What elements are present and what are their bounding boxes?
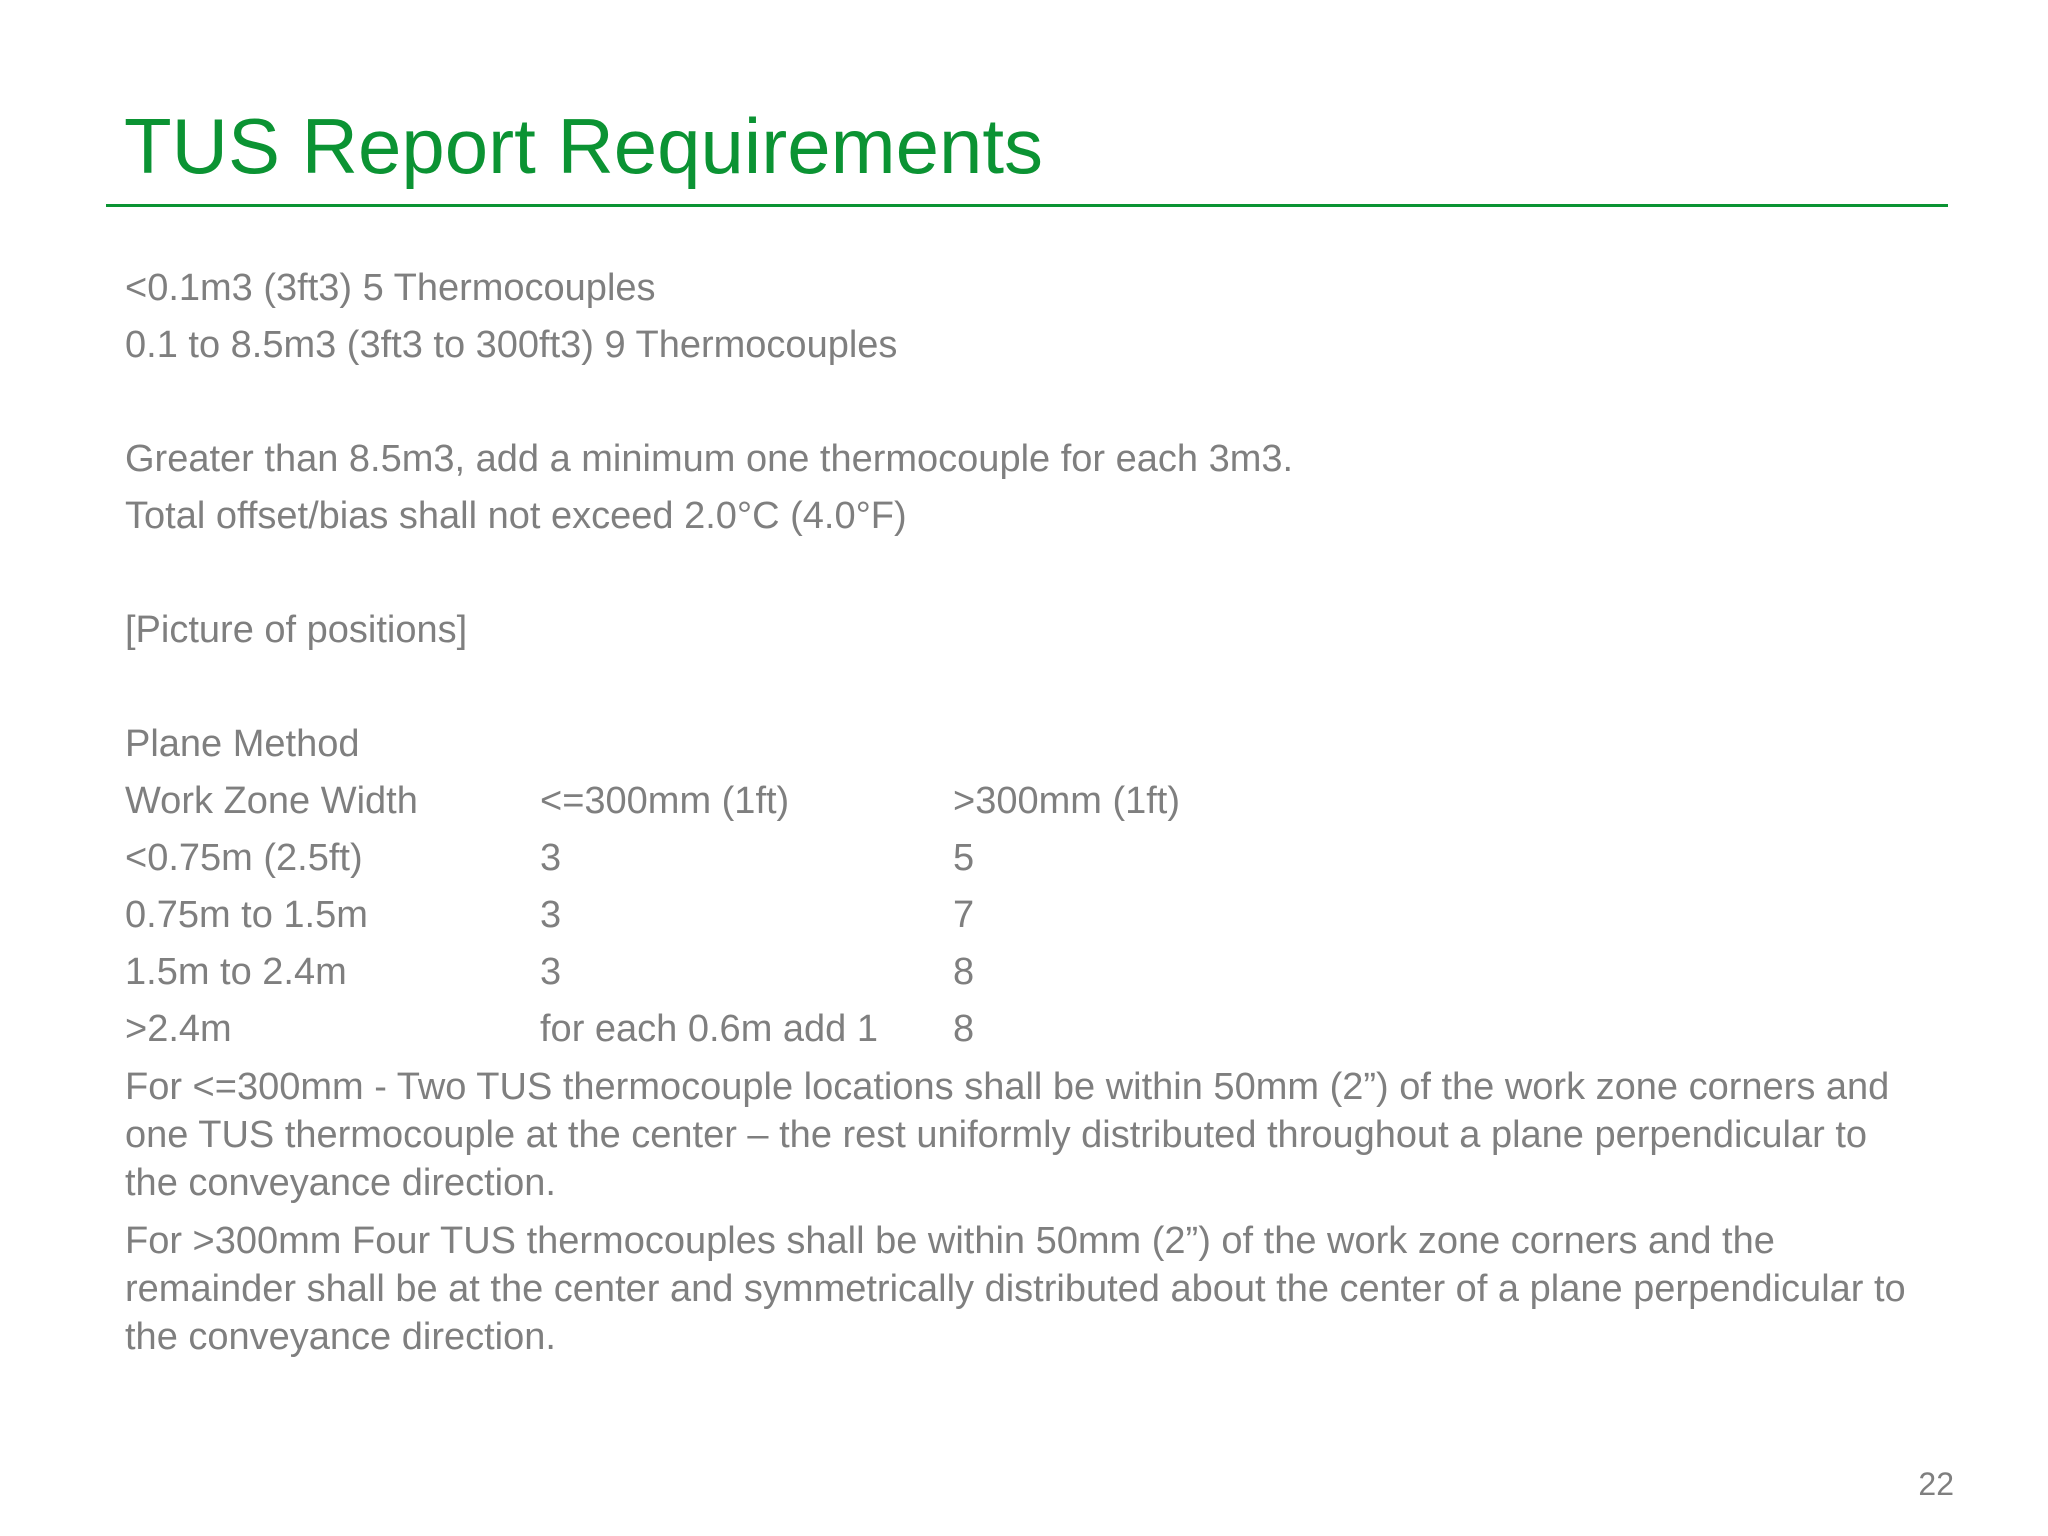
table-row bbox=[125, 944, 1925, 1001]
table-row bbox=[125, 830, 1925, 887]
table-cell: for each 0.6m add 1 bbox=[540, 1008, 878, 1050]
page-number: 22 bbox=[1918, 1466, 1954, 1502]
plane-method-heading: Plane Method bbox=[125, 723, 360, 765]
volume-rule-medium: 0.1 to 8.5m3 (3ft3 to 300ft3) 9 Thermocouples bbox=[125, 324, 898, 366]
table-cell: 8 bbox=[953, 1008, 975, 1050]
table-cell: 8 bbox=[953, 951, 975, 993]
table-cell: 3 bbox=[540, 951, 562, 993]
plane-method-table bbox=[125, 773, 1925, 1058]
small-width-note: For <=300mm - Two TUS thermocouple locations shall be within 50mm (2”) of the work zone corners and one TUS thermocouple at the center – the rest uniformly distributed throughout a plane perpendicular to the conveyance direction. bbox=[125, 1066, 1890, 1204]
spacer bbox=[125, 374, 1925, 431]
table-cell: 7 bbox=[953, 894, 975, 936]
table-row bbox=[125, 887, 1925, 944]
spacer bbox=[125, 659, 1925, 716]
table-header-cell: >300mm (1ft) bbox=[953, 780, 1181, 822]
table-header-cell: Work Zone Width bbox=[125, 780, 418, 822]
title-divider bbox=[106, 204, 1948, 207]
volume-rule-large: Greater than 8.5m3, add a minimum one thermocouple for each 3m3. bbox=[125, 438, 1294, 480]
offset-bias-rule: Total offset/bias shall not exceed 2.0°C (4.0°F) bbox=[125, 495, 907, 537]
picture-placeholder: [Picture of positions] bbox=[125, 609, 468, 651]
table-cell: 3 bbox=[540, 894, 562, 936]
table-header-row bbox=[125, 773, 1925, 830]
table-header-cell: <=300mm (1ft) bbox=[540, 780, 790, 822]
table-row bbox=[125, 1001, 1925, 1058]
large-width-note: For >300mm Four TUS thermocouples shall be within 50mm (2”) of the work zone corners and the remainder shall be at the center and symmetrically distributed about the center of a plane perpendicular to the conveyance direction. bbox=[125, 1220, 1906, 1358]
spacer bbox=[125, 545, 1925, 602]
table-cell: 1.5m to 2.4m bbox=[125, 951, 347, 993]
table-cell: 5 bbox=[953, 837, 975, 879]
volume-rule-small: <0.1m3 (3ft3) 5 Thermocouples bbox=[125, 267, 656, 309]
table-cell: 0.75m to 1.5m bbox=[125, 894, 368, 936]
slide-body bbox=[125, 260, 1925, 1361]
table-cell: >2.4m bbox=[125, 1008, 232, 1050]
slide-title: TUS Report Requirements bbox=[124, 102, 1044, 190]
table-cell: <0.75m (2.5ft) bbox=[125, 837, 363, 879]
table-cell: 3 bbox=[540, 837, 562, 879]
